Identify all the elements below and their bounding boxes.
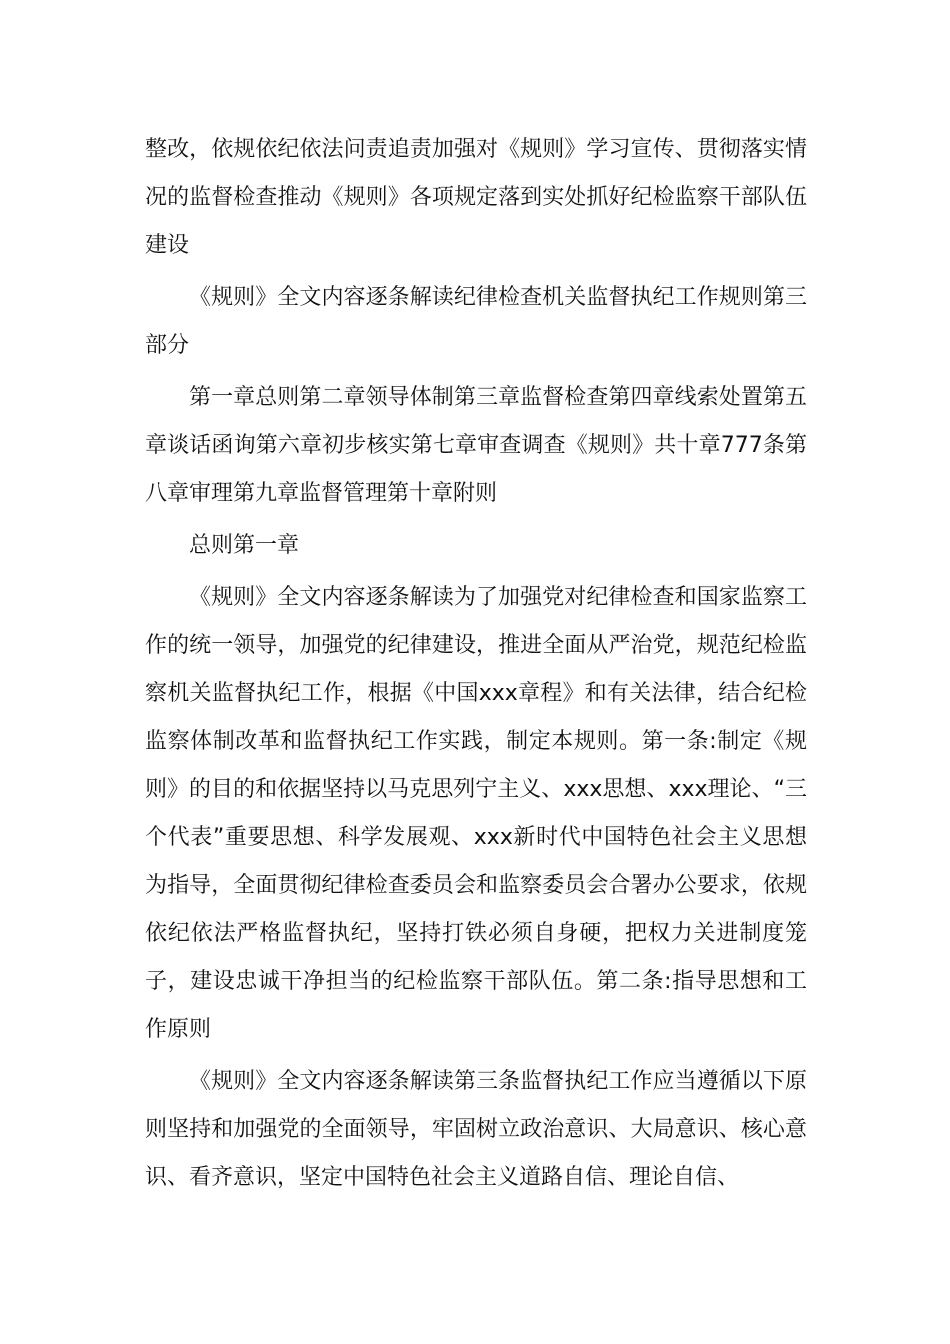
paragraph-continuation: 整改，依规依纪依法问责追责加强对《规则》学习宣传、贯彻落实情况的监督检查推动《规则》各项规定落到实处抓好纪检监察干部队伍建设 <box>145 137 807 258</box>
paragraph-article-three: 《规则》全文内容逐条解读第三条监督执纪工作应当遵循以下原则坚持和加强党的全面领导，牢固树立政治意识、大局意识、核心意识、看齐意识，坚定中国特色社会主义道路自信、理论自信、 <box>145 1069 807 1190</box>
paragraph-chapter-one-title: 总则第一章 <box>189 533 300 558</box>
document-body <box>145 126 807 1206</box>
paragraph-articles-one-two: 《规则》全文内容逐条解读为了加强党对纪律检查和国家监察工作的统一领导，加强党的纪律建设，推进全面从严治党，规范纪检监察机关监督执纪工作，根据《中国xxx章程》和有关法律，结合纪检监察体制改革和监督执纪工作实践，制定本规则。第一条:制定《规则》的目的和依据坚持以马克思列宁主义、xxx思想、xxx理论、“三个代表”重要思想、科学发展观、xxx新时代中国特色社会主义思想为指导，全面贯彻纪律检查委员会和监察委员会合署办公要求，依规依纪依法严格监督执纪，坚持打铁必须自身硬，把权力关进制度笼子，建设忠诚干净担当的纪检监察干部队伍。第二条:指导思想和工作原则 <box>145 585 807 1042</box>
paragraph-part-three-heading: 《规则》全文内容逐条解读纪律检查机关监督执纪工作规则第三部分 <box>145 285 807 358</box>
paragraph-chapter-list: 第一章总则第二章领导体制第三章监督检查第四章线索处置第五章谈话函询第六章初步核实第七章审查调查《规则》共十章777条第八章审理第九章监督管理第十章附则 <box>145 385 807 506</box>
